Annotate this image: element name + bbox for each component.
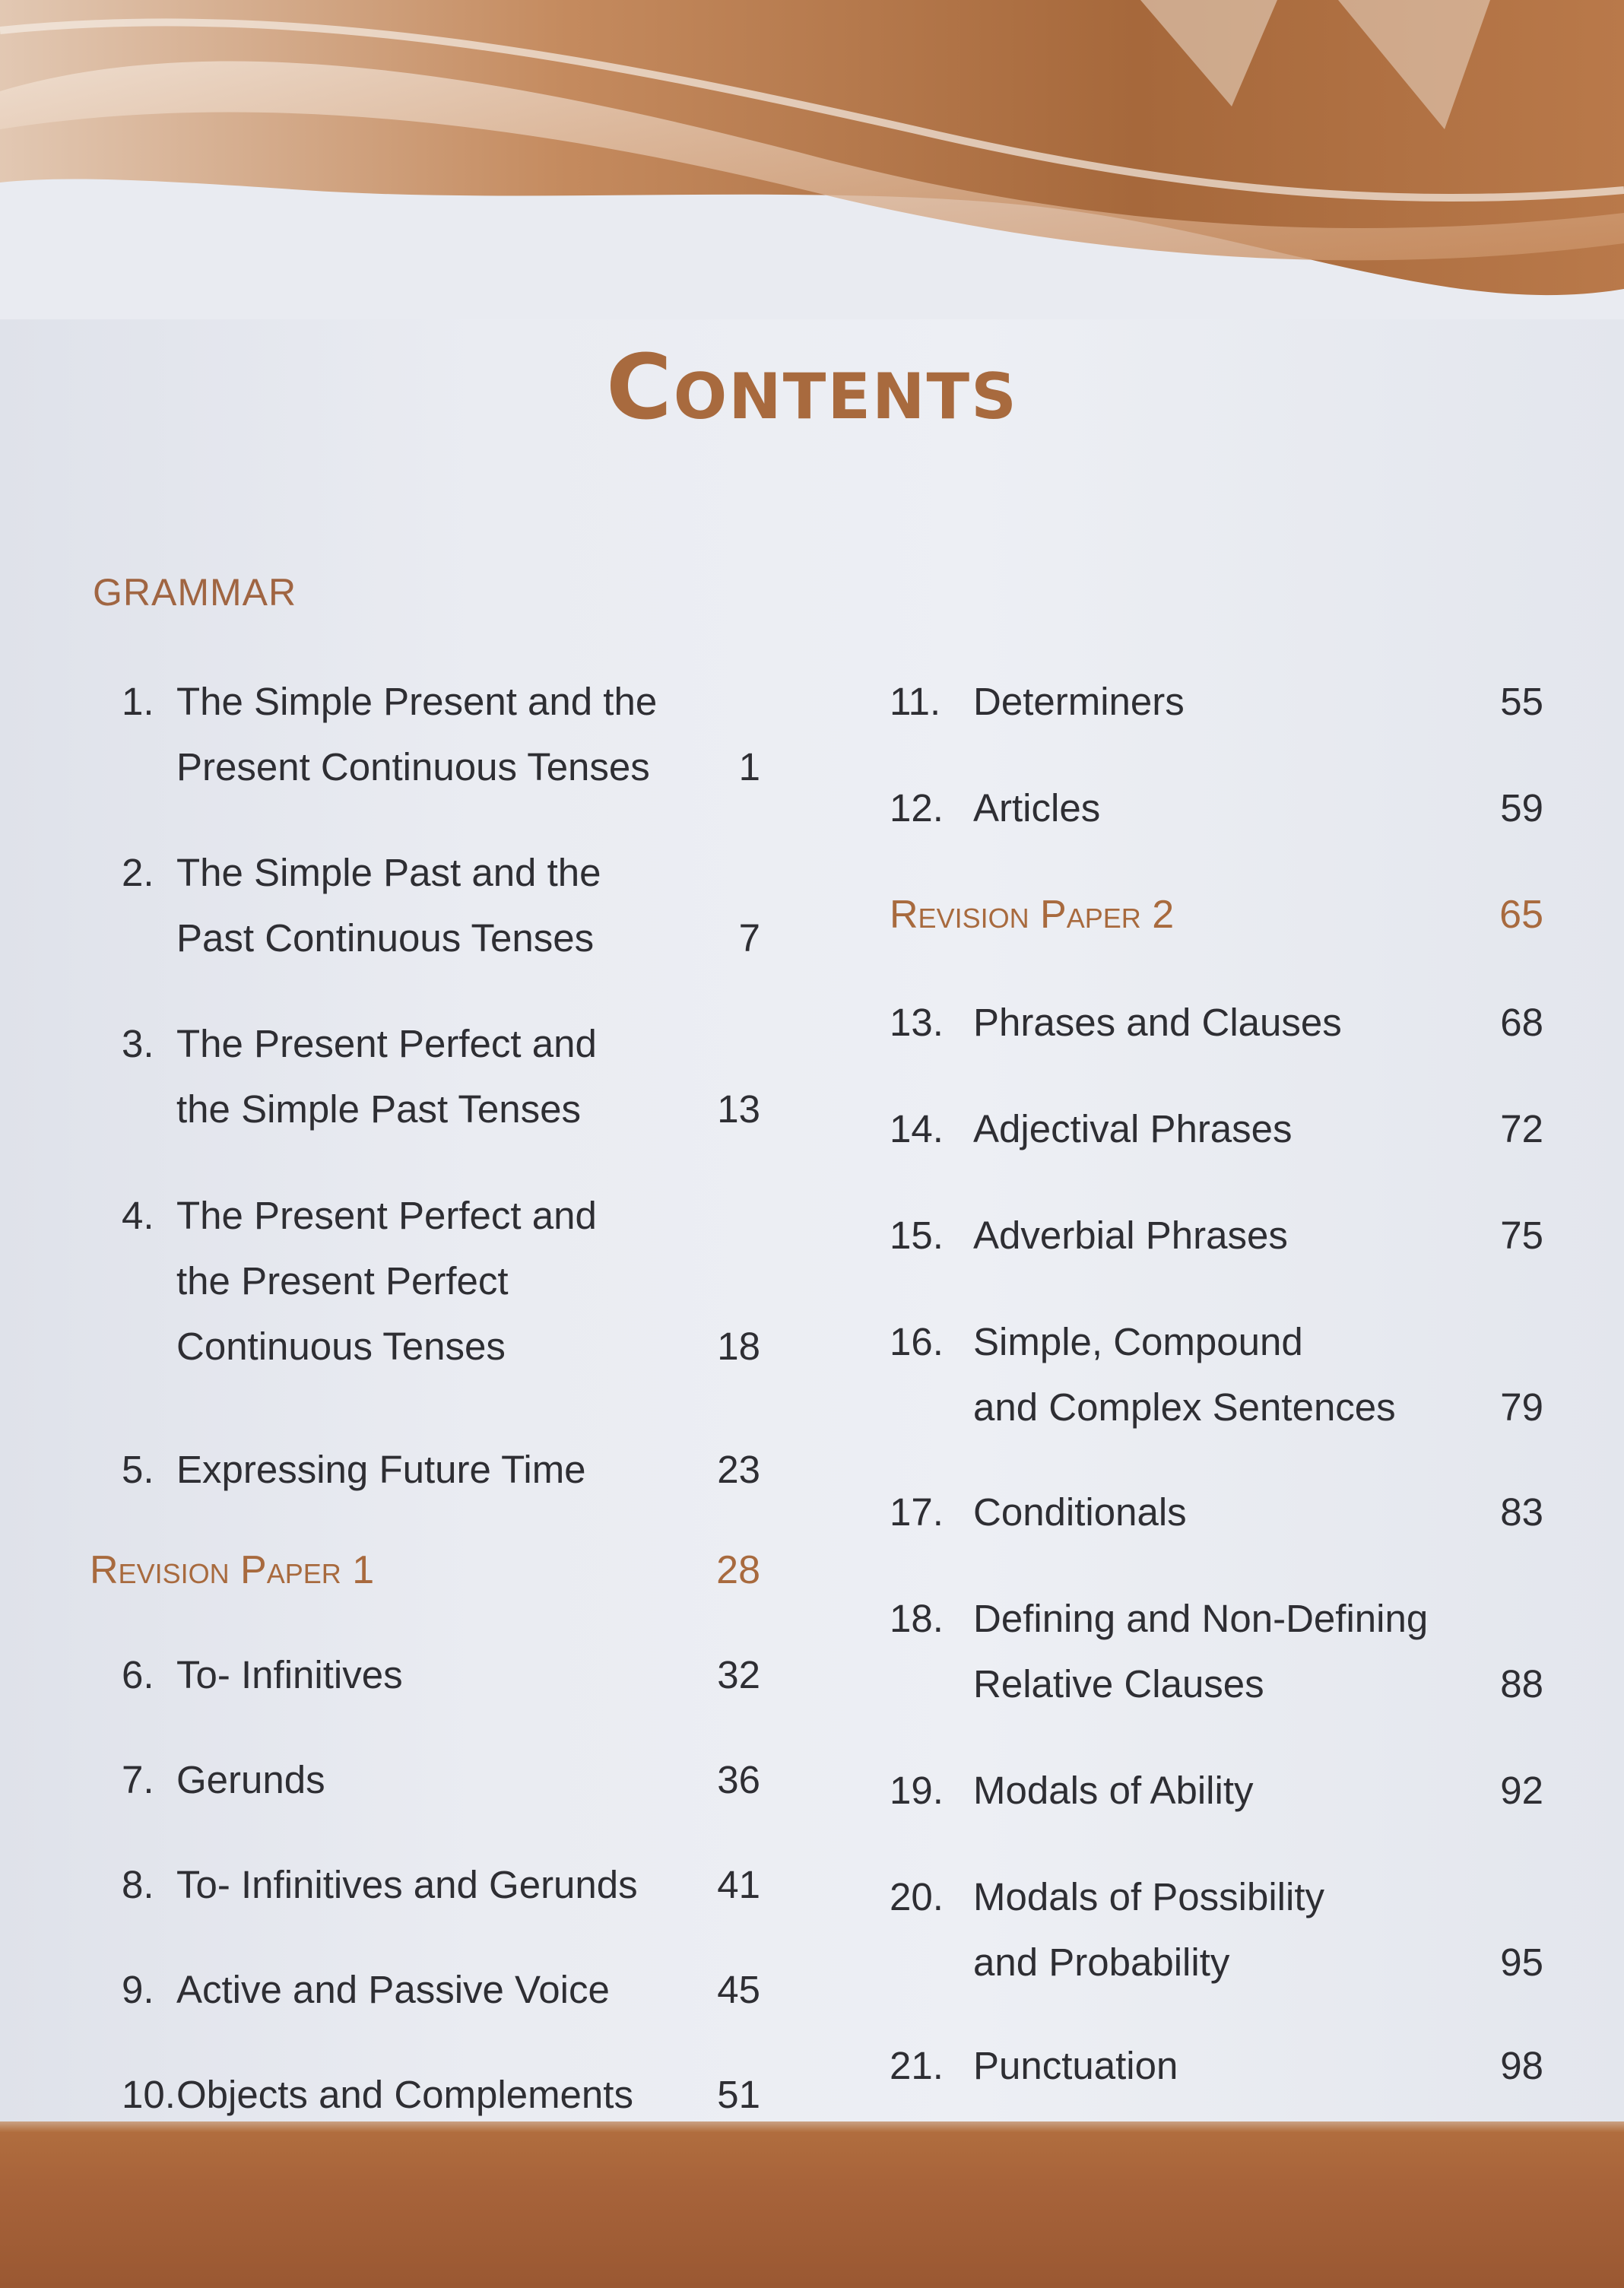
entry-title-line: Adjectival Phrases xyxy=(973,1107,1293,1150)
entry-page-number: 41 xyxy=(717,1863,760,1906)
entry-title-line: Conditionals xyxy=(973,1490,1187,1534)
entry-number: 19. xyxy=(890,1769,944,1812)
decorative-footer-band xyxy=(0,2121,1624,2288)
entry-page-number: 45 xyxy=(717,1968,760,2011)
entry-page-number: 79 xyxy=(1500,1385,1543,1429)
entry-title-line: Continuous Tenses xyxy=(176,1325,506,1368)
entry-page-number: 13 xyxy=(717,1087,760,1131)
entry-title-line: Phrases and Clauses xyxy=(973,1001,1342,1044)
entry-title-line: The Simple Present and the xyxy=(176,680,658,723)
entry-number: 14. xyxy=(890,1107,944,1150)
entry-page-number: 28 xyxy=(716,1548,760,1592)
entry-title-line: Objects and Complements xyxy=(176,2073,633,2116)
entry-number: 12. xyxy=(890,786,944,830)
entry-number: 10. xyxy=(122,2073,176,2116)
entry-page-number: 23 xyxy=(717,1448,760,1491)
entry-title-line: Active and Passive Voice xyxy=(176,1968,610,2011)
revision-paper-title: Revision Paper 2 xyxy=(890,893,1175,937)
entry-page-number: 68 xyxy=(1500,1001,1543,1044)
section-heading-grammar: GRAMMAR xyxy=(93,571,297,614)
entry-title-line: Adverbial Phrases xyxy=(973,1214,1288,1257)
entry-number: 4. xyxy=(122,1194,154,1237)
entry-number: 16. xyxy=(890,1320,944,1363)
entry-page-number: 36 xyxy=(717,1758,760,1801)
entry-number: 11. xyxy=(890,680,941,723)
entry-title-line: Modals of Ability xyxy=(973,1769,1254,1812)
entry-page-number: 88 xyxy=(1500,1662,1543,1706)
decorative-header-ribbon xyxy=(0,0,1624,319)
entry-title-line: Punctuation xyxy=(973,2044,1178,2087)
entry-title-line: Relative Clauses xyxy=(973,1662,1264,1706)
entry-title-line: Simple, Compound xyxy=(973,1320,1303,1363)
entry-number: 15. xyxy=(890,1214,944,1257)
entry-number: 2. xyxy=(122,851,154,894)
entry-page-number: 59 xyxy=(1500,786,1543,830)
entry-title-line: Expressing Future Time xyxy=(176,1448,586,1491)
entry-title-line: Past Continuous Tenses xyxy=(176,916,595,960)
entry-title-line: Defining and Non-Defining xyxy=(973,1597,1429,1640)
entry-title-line: Articles xyxy=(973,786,1101,830)
entry-number: 6. xyxy=(122,1653,154,1696)
entry-number: 5. xyxy=(122,1448,154,1491)
entry-title-line: and Probability xyxy=(973,1941,1230,1984)
entry-page-number: 51 xyxy=(717,2073,760,2116)
entry-number: 1. xyxy=(122,680,154,723)
entry-page-number: 7 xyxy=(738,916,760,960)
entry-page-number: 98 xyxy=(1500,2044,1543,2087)
entry-page-number: 83 xyxy=(1500,1490,1543,1534)
entry-number: 20. xyxy=(890,1875,944,1918)
entry-page-number: 55 xyxy=(1500,680,1543,723)
entry-number: 21. xyxy=(890,2044,944,2087)
entry-title-line: Present Continuous Tenses xyxy=(176,745,650,789)
entry-title-line: the Simple Past Tenses xyxy=(176,1087,582,1131)
entry-page-number: 92 xyxy=(1500,1769,1543,1812)
entry-title-line: The Present Perfect and xyxy=(176,1022,597,1065)
entry-number: 18. xyxy=(890,1597,944,1640)
entry-title-line: The Present Perfect and xyxy=(176,1194,597,1237)
entry-page-number: 65 xyxy=(1499,893,1543,937)
entry-title-line: and Complex Sentences xyxy=(973,1385,1396,1429)
entry-title-line: Gerunds xyxy=(176,1758,325,1801)
entry-number: 7. xyxy=(122,1758,154,1801)
entry-title-line: To- Infinitives xyxy=(176,1653,403,1696)
entry-page-number: 18 xyxy=(717,1325,760,1368)
entry-number: 13. xyxy=(890,1001,944,1044)
entry-title-line: Determiners xyxy=(973,680,1185,723)
entry-number: 9. xyxy=(122,1968,154,2011)
entry-page-number: 72 xyxy=(1500,1107,1543,1150)
entry-title-line: Modals of Possibility xyxy=(973,1875,1325,1918)
page-title: Contents xyxy=(606,335,1018,440)
entry-page-number: 32 xyxy=(717,1653,760,1696)
entry-page-number: 75 xyxy=(1500,1214,1543,1257)
entry-number: 8. xyxy=(122,1863,154,1906)
revision-paper-title: Revision Paper 1 xyxy=(90,1548,375,1592)
entry-title-line: To- Infinitives and Gerunds xyxy=(176,1863,638,1906)
entry-number: 3. xyxy=(122,1022,154,1065)
entry-title-line: the Present Perfect xyxy=(176,1259,509,1303)
entry-number: 17. xyxy=(890,1490,944,1534)
entry-title-line: The Simple Past and the xyxy=(176,851,601,894)
entry-page-number: 1 xyxy=(738,745,760,789)
entry-page-number: 95 xyxy=(1500,1941,1543,1984)
